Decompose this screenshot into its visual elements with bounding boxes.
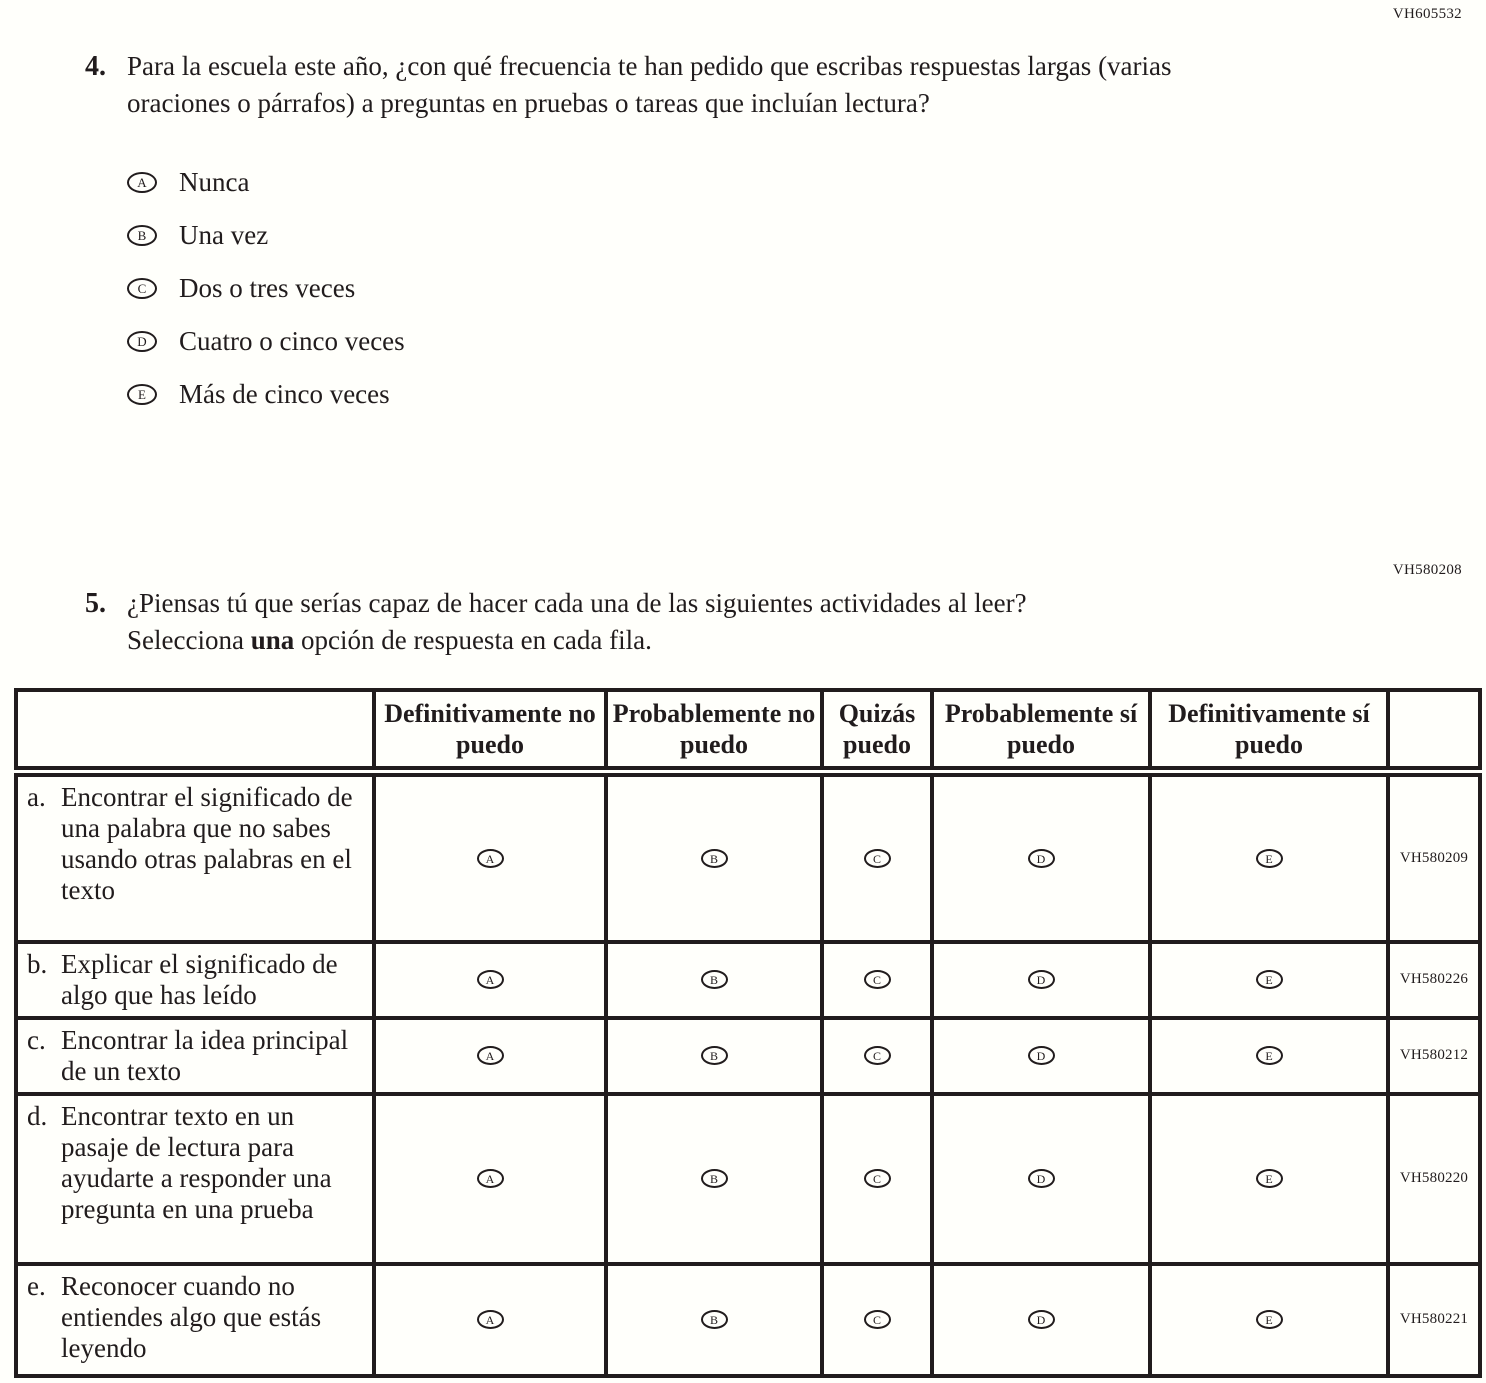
question-4 — [85, 48, 1202, 122]
row-a-bubble-e[interactable]: E — [1256, 849, 1283, 868]
row-e-letter: e. — [27, 1270, 46, 1301]
q4-option-c-label: Dos o tres veces — [179, 272, 356, 303]
row-d-bubble-c[interactable]: C — [864, 1169, 891, 1188]
matrix-header-definitely-can: Definitivamente sí puedo — [1150, 690, 1388, 772]
row-a-bubble-c[interactable]: C — [864, 849, 891, 868]
row-c-bubble-d[interactable]: D — [1028, 1046, 1055, 1065]
row-a-text: Encontrar el significado de una palabra que no sabes usando otras palabras en el texto — [61, 782, 353, 905]
q4-option-c — [127, 272, 405, 304]
row-c-cell-C — [822, 1018, 932, 1094]
question-4-options — [127, 166, 405, 431]
matrix-header-row — [16, 690, 1480, 772]
row-d-bubble-e[interactable]: E — [1256, 1169, 1283, 1188]
row-b-bubble-a[interactable]: A — [477, 970, 504, 989]
question-5-number: 5. — [85, 588, 106, 619]
row-d-code: VH580220 — [1388, 1094, 1480, 1264]
row-d-cell-A — [374, 1094, 606, 1264]
row-a-cell-A — [374, 772, 606, 942]
q4-option-d — [127, 325, 405, 357]
row-b-bubble-d[interactable]: D — [1028, 970, 1055, 989]
row-c-code: VH580212 — [1388, 1018, 1480, 1094]
row-d-label — [16, 1094, 374, 1264]
matrix-row-c — [16, 1018, 1480, 1094]
row-b-bubble-c[interactable]: C — [864, 970, 891, 989]
question-4-text: Para la escuela este año, ¿con qué frecuencia te han pedido que escribas respuestas largas (varias oraciones o párrafos) a preguntas en pruebas o tareas que incluían lectura? — [127, 51, 1172, 118]
row-a-bubble-b[interactable]: B — [701, 849, 728, 868]
row-d-cell-B — [606, 1094, 822, 1264]
row-e-cell-B — [606, 1264, 822, 1376]
row-d-cell-C — [822, 1094, 932, 1264]
q4-option-b — [127, 219, 405, 251]
row-c-bubble-e[interactable]: E — [1256, 1046, 1283, 1065]
row-c-bubble-b[interactable]: B — [701, 1046, 728, 1065]
q4-bubble-e[interactable]: E — [127, 384, 157, 405]
question-5-text-post: opción de respuesta en cada fila. — [294, 625, 652, 655]
row-b-bubble-b[interactable]: B — [701, 970, 728, 989]
row-b-text: Explicar el significado de algo que has leído — [61, 948, 338, 1010]
row-e-cell-A — [374, 1264, 606, 1376]
matrix-row-b — [16, 942, 1480, 1018]
q4-option-e — [127, 378, 405, 410]
question-5-accession-code: VH580208 — [1392, 562, 1462, 578]
row-d-bubble-b[interactable]: B — [701, 1169, 728, 1188]
matrix-header-empty — [16, 690, 374, 772]
row-c-cell-D — [932, 1018, 1150, 1094]
matrix-header-probably-cannot: Probablemente no puedo — [606, 690, 822, 772]
row-e-text: Reconocer cuando no entiendes algo que estás leyendo — [61, 1270, 322, 1363]
row-e-label — [16, 1264, 374, 1376]
row-c-text: Encontrar la idea principal de un texto — [61, 1024, 349, 1086]
row-e-cell-E — [1150, 1264, 1388, 1376]
matrix-header-code-empty — [1388, 690, 1480, 772]
row-b-cell-A — [374, 942, 606, 1018]
row-b-cell-D — [932, 942, 1150, 1018]
row-b-bubble-e[interactable]: E — [1256, 970, 1283, 989]
q4-bubble-c[interactable]: C — [127, 278, 157, 299]
q4-bubble-b[interactable]: B — [127, 225, 157, 246]
q4-bubble-a[interactable]: A — [127, 172, 157, 193]
row-d-bubble-a[interactable]: A — [477, 1169, 504, 1188]
row-e-bubble-a[interactable]: A — [477, 1310, 504, 1329]
row-e-bubble-e[interactable]: E — [1256, 1310, 1283, 1329]
row-d-text: Encontrar texto en un pasaje de lectura para ayudarte a responder una pregunta en una prueba — [61, 1100, 332, 1224]
q4-option-e-label: Más de cinco veces — [179, 378, 390, 409]
row-d-letter: d. — [27, 1100, 48, 1131]
question-4-number: 4. — [85, 51, 106, 82]
question-5-text-pre: ¿Piensas tú que serías capaz de hacer cada una de las siguientes actividades al leer? Selecciona — [127, 588, 1027, 655]
row-d-bubble-d[interactable]: D — [1028, 1169, 1055, 1188]
row-b-code: VH580226 — [1388, 942, 1480, 1018]
row-b-letter: b. — [27, 948, 48, 979]
matrix-row-a — [16, 772, 1480, 942]
row-e-bubble-d[interactable]: D — [1028, 1310, 1055, 1329]
row-a-code: VH580209 — [1388, 772, 1480, 942]
row-a-letter: a. — [27, 782, 46, 812]
matrix-row-d — [16, 1094, 1480, 1264]
row-c-cell-A — [374, 1018, 606, 1094]
row-e-bubble-c[interactable]: C — [864, 1310, 891, 1329]
row-b-cell-C — [822, 942, 932, 1018]
matrix-header-maybe-can: Quizás puedo — [822, 690, 932, 772]
q5-matrix-table — [14, 688, 1482, 1378]
row-c-bubble-a[interactable]: A — [477, 1046, 504, 1065]
q4-option-b-label: Una vez — [179, 219, 269, 250]
row-c-bubble-c[interactable]: C — [864, 1046, 891, 1065]
row-d-cell-E — [1150, 1094, 1388, 1264]
row-c-cell-B — [606, 1018, 822, 1094]
q4-bubble-d[interactable]: D — [127, 331, 157, 352]
row-b-cell-E — [1150, 942, 1388, 1018]
row-d-cell-D — [932, 1094, 1150, 1264]
row-a-bubble-d[interactable]: D — [1028, 849, 1055, 868]
row-b-cell-B — [606, 942, 822, 1018]
matrix-row-e — [16, 1264, 1480, 1376]
question-5-text — [127, 585, 1147, 659]
question-5-text-bold: una — [250, 625, 295, 655]
row-b-label — [16, 942, 374, 1018]
row-a-bubble-a[interactable]: A — [477, 849, 504, 868]
matrix-header-definitely-cannot: Definitivamente no puedo — [374, 690, 606, 772]
row-e-bubble-b[interactable]: B — [701, 1310, 728, 1329]
row-a-label — [16, 772, 374, 942]
row-e-code: VH580221 — [1388, 1264, 1480, 1376]
row-c-letter: c. — [27, 1024, 46, 1055]
row-c-label — [16, 1018, 374, 1094]
matrix-header-probably-can: Probablemente sí puedo — [932, 690, 1150, 772]
row-e-cell-D — [932, 1264, 1150, 1376]
q4-option-a-label: Nunca — [179, 166, 250, 197]
row-a-cell-E — [1150, 772, 1388, 942]
q4-option-a — [127, 166, 405, 198]
row-c-cell-E — [1150, 1018, 1388, 1094]
row-a-cell-D — [932, 772, 1150, 942]
row-e-cell-C — [822, 1264, 932, 1376]
page-accession-code: VH605532 — [1392, 6, 1462, 22]
row-a-cell-B — [606, 772, 822, 942]
question-5 — [85, 585, 1147, 659]
row-a-cell-C — [822, 772, 932, 942]
q4-option-d-label: Cuatro o cinco veces — [179, 325, 405, 356]
